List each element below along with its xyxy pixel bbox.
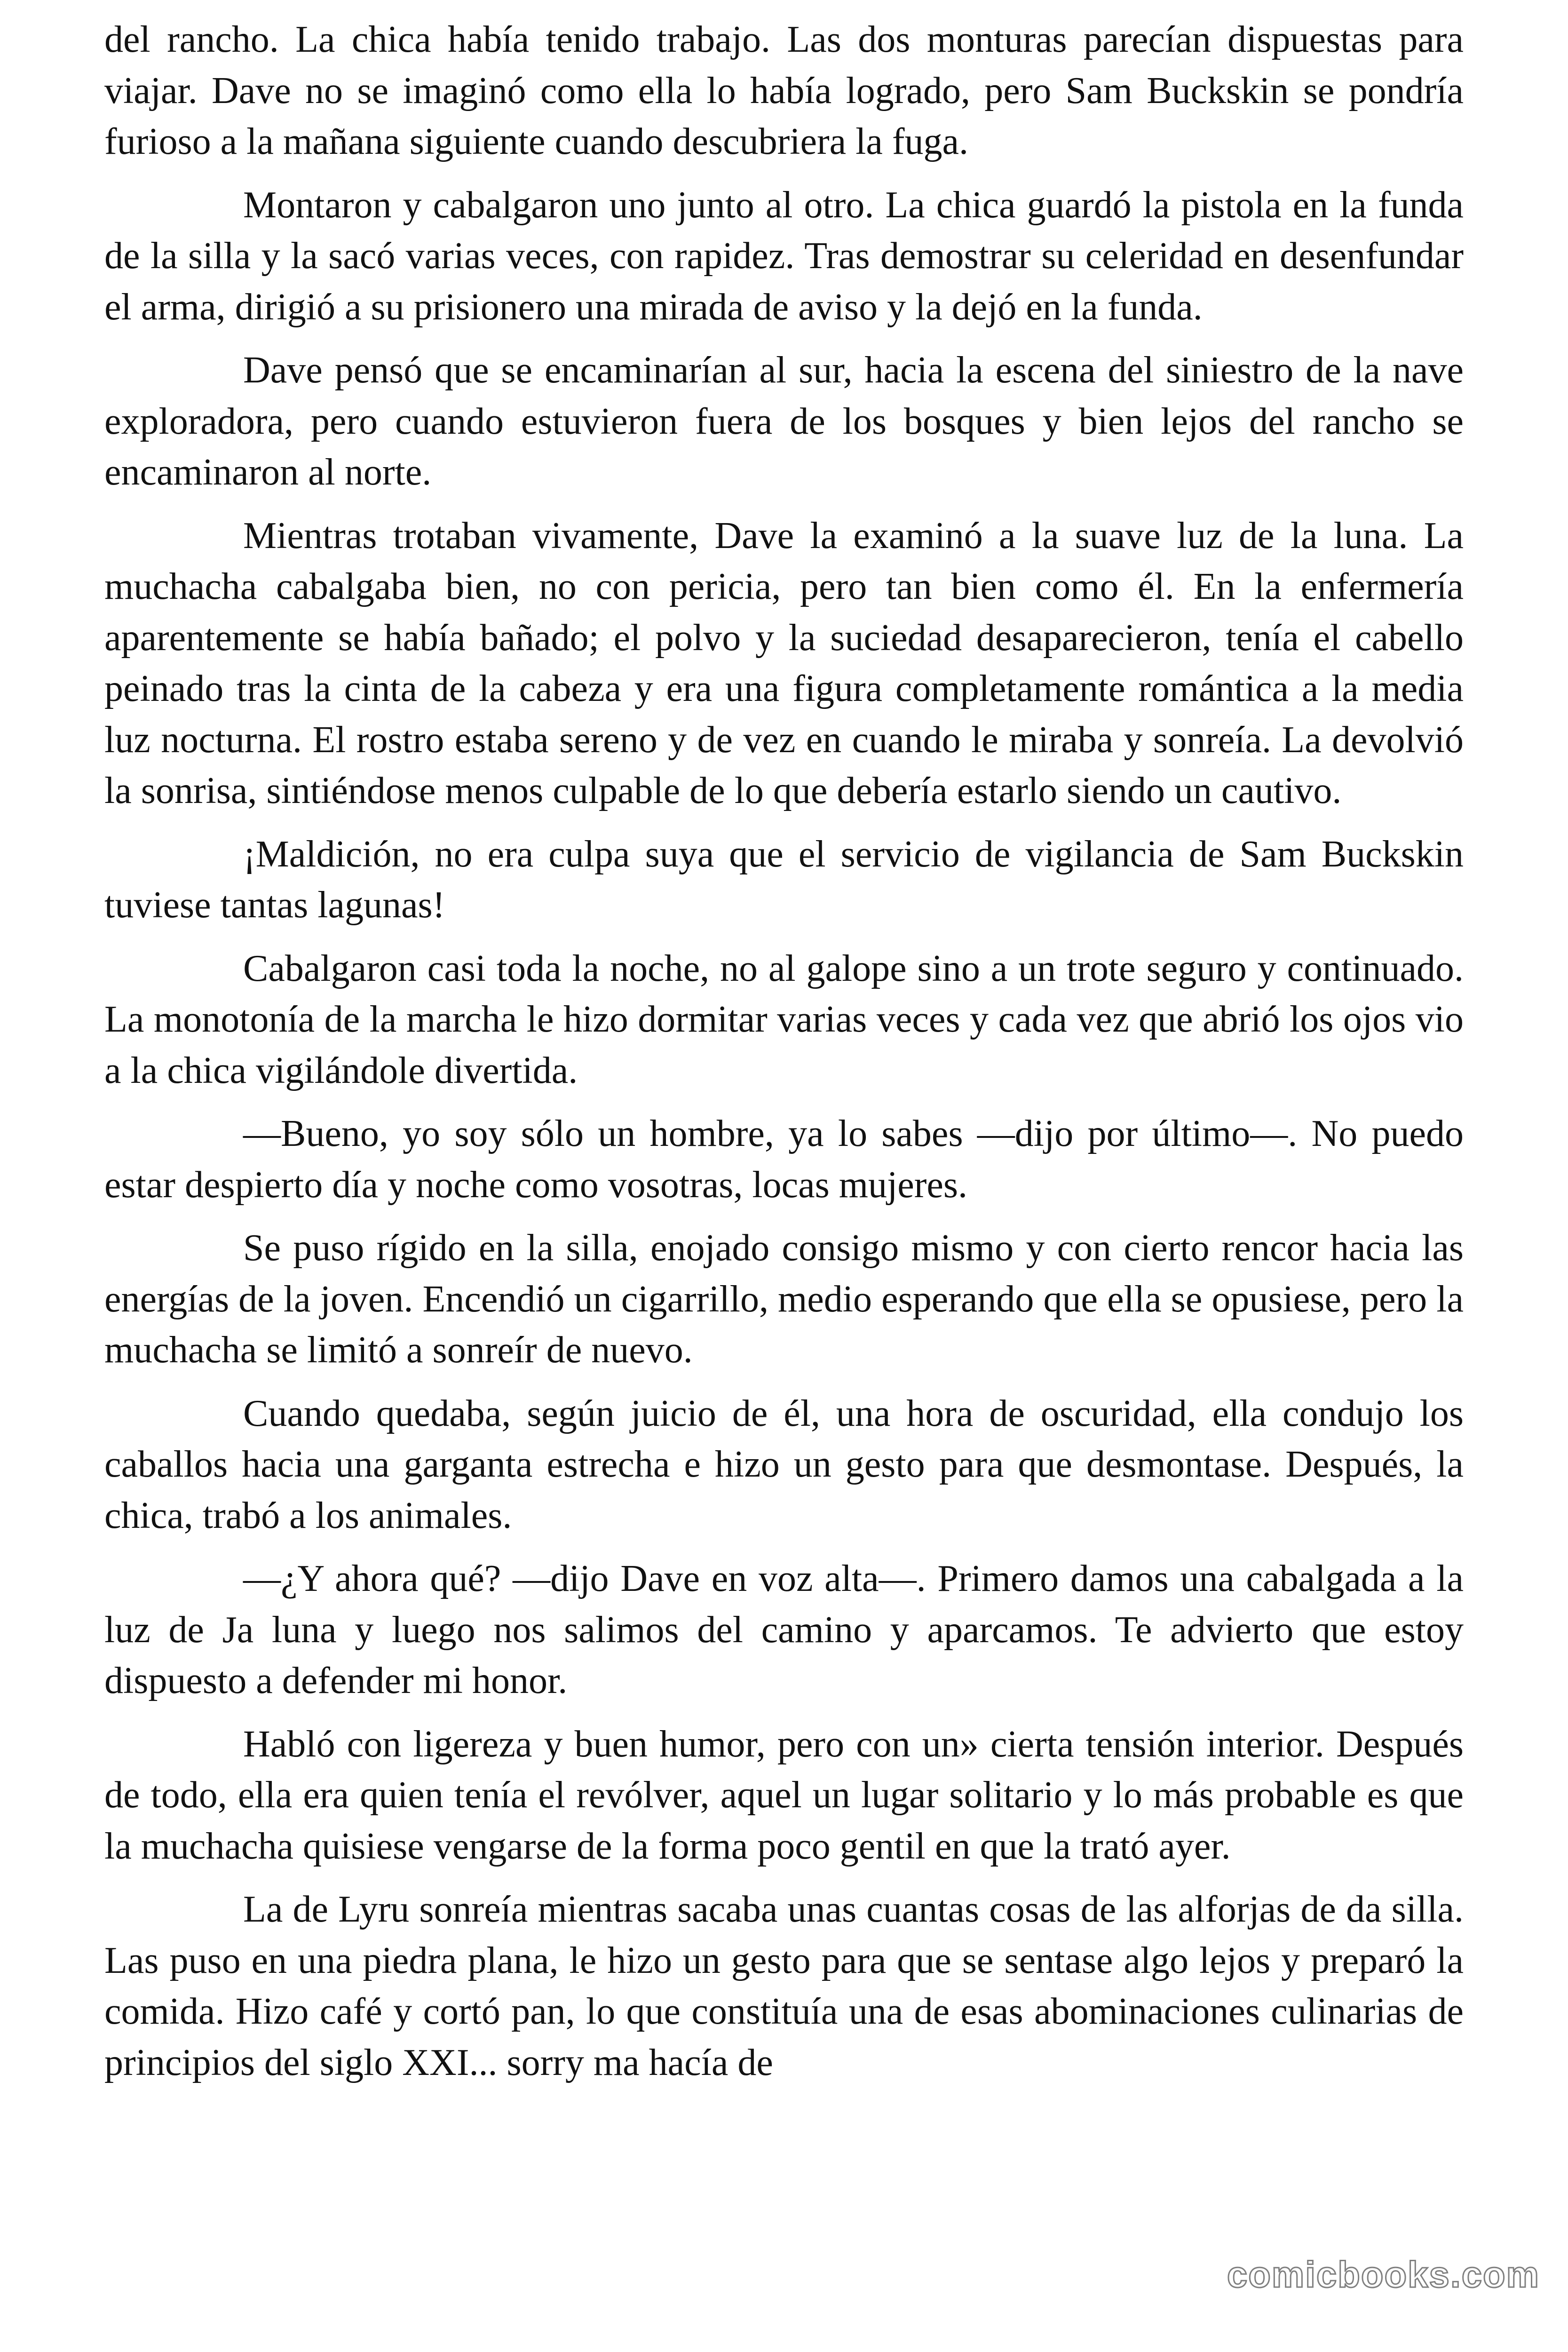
paragraph-2: Montaron y cabalgaron uno junto al otro. La chica guardó la pistola en la funda de la silla y la sacó varias veces, con rapidez. Tras demostrar su celeridad en desenfundar el arma, dirigió a su prisionero una mirada de aviso y la dejó en la funda. [104, 184, 1464, 328]
paragraph-8: Se puso rígido en la silla, enojado consigo mismo y con cierto rencor hacia las energías de la joven. Encendió un cigarrillo, medio esperando que ella se opusiese, pero la muchacha se limitó a sonreír de nuevo. [104, 1227, 1464, 1371]
paragraph-10: —¿Y ahora qué? —dijo Dave en voz alta—. Primero damos una cabalgada a la luz de Ja luna y luego nos salimos del camino y aparcamos. Te advierto que estoy dispuesto a defender mi honor. [104, 1558, 1464, 1701]
paragraph-5: ¡Maldición, no era culpa suya que el servicio de vigilancia de Sam Buckskin tuviese tantas lagunas! [104, 833, 1464, 926]
paragraph-9: Cuando quedaba, según juicio de él, una hora de oscuridad, ella condujo los caballos hacia una garganta estrecha e hizo un gesto para que desmontase. Después, la chica, trabó a los animales. [104, 1392, 1464, 1536]
body-text [104, 14, 1464, 2100]
paragraph-11: Habló con ligereza y buen humor, pero con un» cierta tensión interior. Después de todo, ella era quien tenía el revólver, aquel un lugar solitario y lo más probable es que la muchacha quisiese vengarse de la forma poco gentil en que la trató ayer. [104, 1723, 1464, 1867]
watermark: comicbooks.com [1227, 2254, 1540, 2295]
paragraph-7: —Bueno, yo soy sólo un hombre, ya lo sabes —dijo por último—. No puedo estar despierto día y noche como vosotras, locas mujeres. [104, 1113, 1464, 1206]
paragraph-4: Mientras trotaban vivamente, Dave la examinó a la suave luz de la luna. La muchacha cabalgaba bien, no con pericia, pero tan bien como él. En la enfermería aparentemente se había bañado; el polvo y la suciedad desaparecieron, tenía el cabello peinado tras la cinta de la cabeza y era una figura completamente romántica a la media luz nocturna. El rostro estaba sereno y de vez en cuando le miraba y sonreía. La devolvió la sonrisa, sintiéndose menos culpable de lo que debería estarlo siendo un cautivo. [104, 515, 1464, 811]
paragraph-6: Cabalgaron casi toda la noche, no al galope sino a un trote seguro y continuado. La monotonía de la marcha le hizo dormitar varias veces y cada vez que abrió los ojos vio a la chica vigilándole divertida. [104, 947, 1464, 1091]
paragraph-12: La de Lyru sonreía mientras sacaba unas cuantas cosas de las alforjas de da silla. Las puso en una piedra plana, le hizo un gesto para que se sentase algo lejos y preparó la comida. Hizo café y cortó pan, lo que constituía una de esas abominaciones culinarias de principios del siglo XXI... sorry ma hacía de [104, 1889, 1464, 2083]
paragraph-1: del rancho. La chica había tenido trabajo. Las dos monturas parecían dispuestas para viajar. Dave no se imaginó como ella lo había logrado, pero Sam Buckskin se pondría furioso a la mañana siguiente cuando descubriera la fuga. [104, 19, 1464, 162]
paragraph-3: Dave pensó que se encaminarían al sur, hacia la escena del siniestro de la nave exploradora, pero cuando estuvieron fuera de los bosques y bien lejos del rancho se encaminaron al norte. [104, 350, 1464, 493]
